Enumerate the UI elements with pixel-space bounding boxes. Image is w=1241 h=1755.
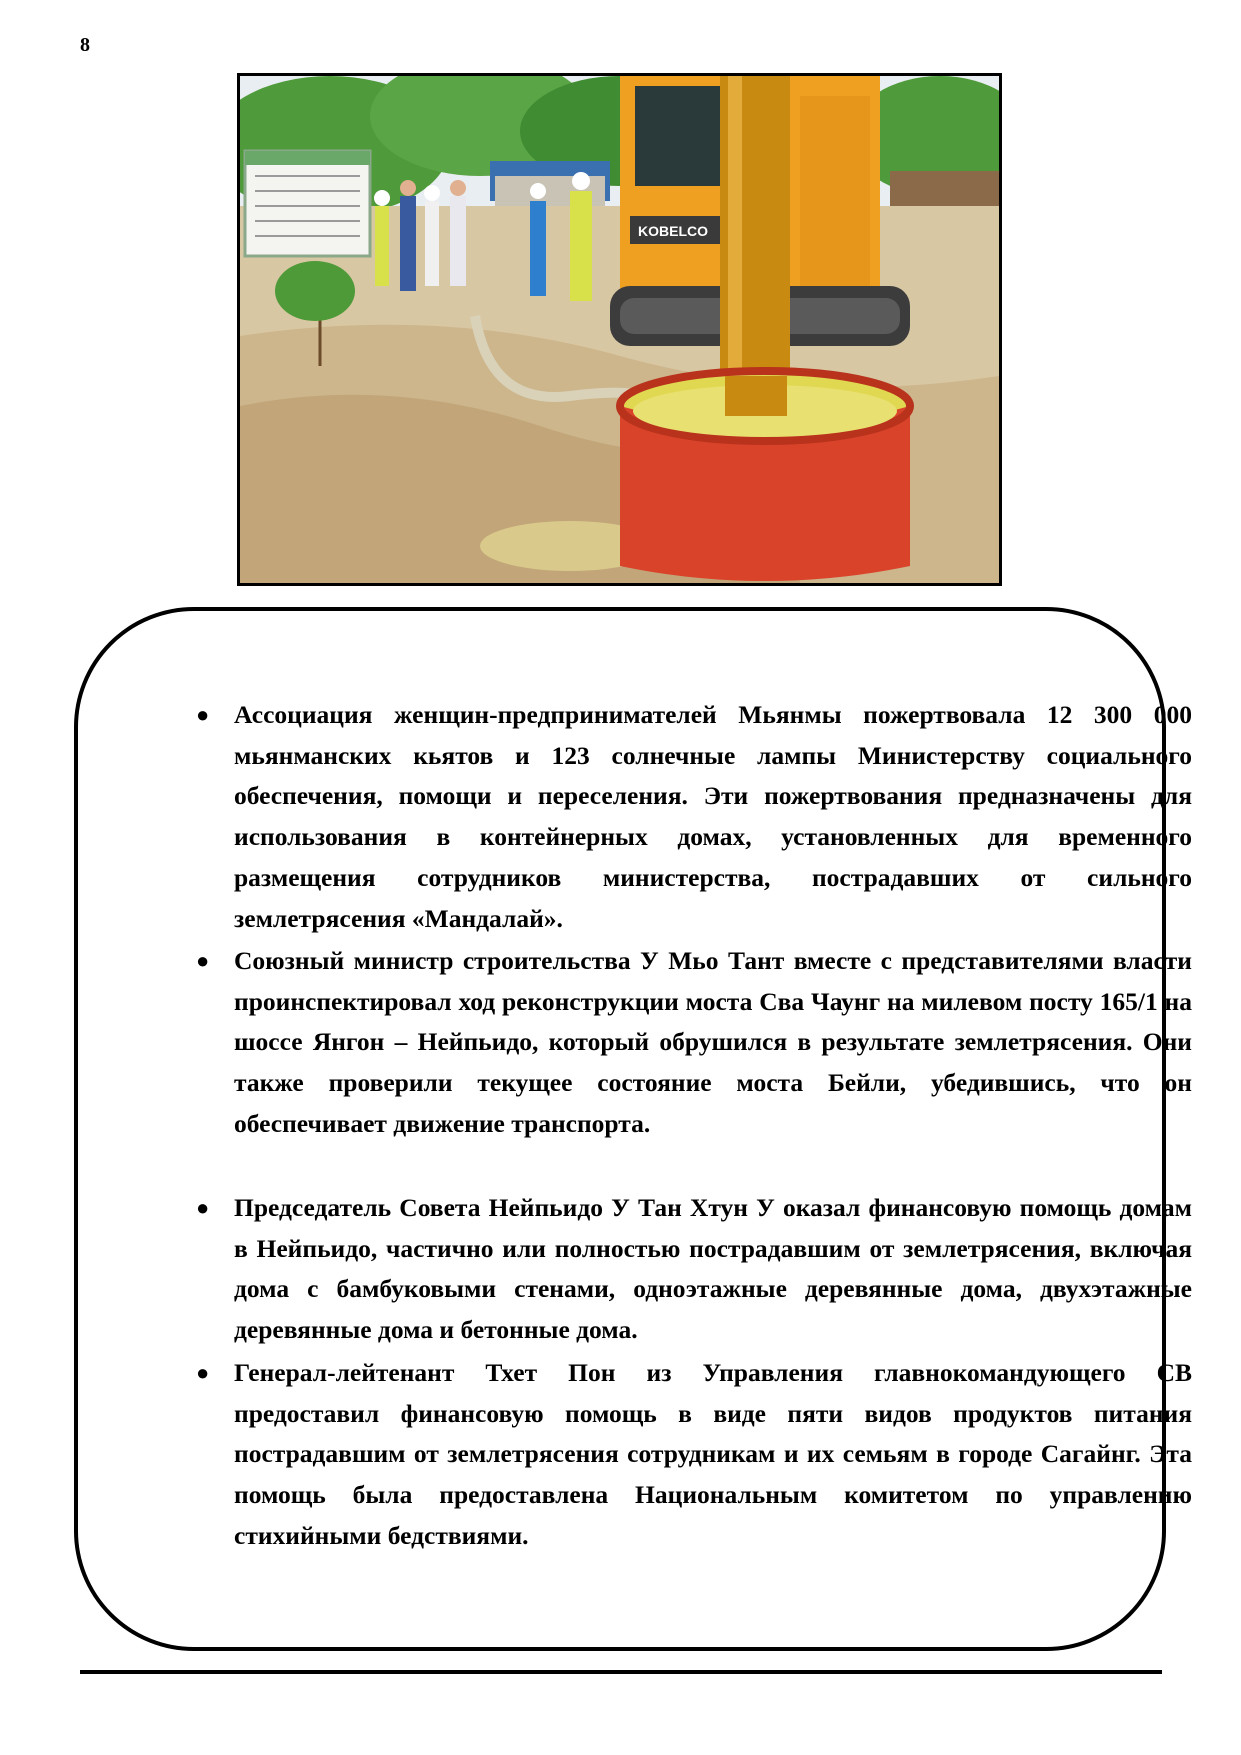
construction-site-photo (237, 73, 1002, 586)
news-item-text: Председатель Совета Нейпьидо У Тан Хтун У оказал финансовую помощь домам в Нейпьидо, частично или полностью пострадавшим от землетрясения, включая дома с бамбуковыми стенами, одноэтажные деревянные дома, двухэтажные деревянные дома и бетонные дома. (234, 1193, 1192, 1345)
signboard-icon (245, 151, 370, 256)
news-item-text: Генерал-лейтенант Тхет Пон из Управления главнокомандующего СВ предоставил финансовую помощь в виде пяти видов продуктов питания пострадавшим от землетрясения сотрудникам и их семьям в городе Сагайнг. Эта помощь была предоставлена Национальным комитетом по управлению стихийными бедствиями. (234, 1358, 1192, 1550)
bottom-rule (80, 1670, 1162, 1674)
news-item-text: Союзный министр строительства У Мьо Тант вместе с представителями власти проинспектировал ход реконструкции моста Сва Чаунг на милевом посту 165/1 на шоссе Янгон – Нейпьидо, который обрушился в результате землетрясения. Они также проверили текущее состояние моста Бейли, убедившись, что он обеспечивает движение транспорта. (234, 946, 1192, 1138)
news-item-text: Ассоциация женщин-предпринимателей Мьянмы пожертвовала 12 300 000 мьянманских кьятов и 123 солнечные лампы Министерству социального обеспечения, помощи и переселения. Эти пожертвования предназначены для использования в контейнерных домах, установленных для временного размещения сотрудников министерства, пострадавших от сильного землетрясения «Мандалай». (234, 700, 1192, 933)
construction-site-illustration (240, 76, 999, 583)
news-box (74, 607, 1192, 1651)
page-number: 8 (80, 34, 90, 56)
bullet-icon: ● (196, 702, 210, 727)
bullet-icon: ● (196, 1360, 210, 1385)
bullet-icon: ● (196, 1195, 210, 1220)
bullet-icon: ● (196, 948, 210, 973)
crane-brand-label: KOBELCO (638, 223, 708, 239)
